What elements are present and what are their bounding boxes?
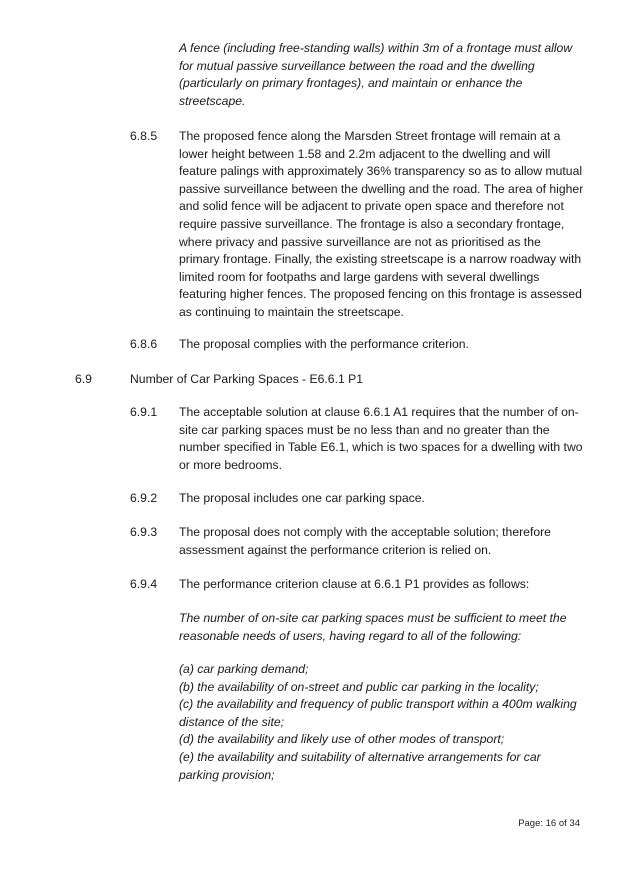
list-item: (c) the availability and frequency of public transport within a 400m walking distance of the site; (179, 697, 577, 729)
para-number-6-8-6: 6.8.6 (130, 337, 158, 351)
section-number: 6.9 (75, 372, 92, 386)
para-number-6-9-2: 6.9.2 (130, 491, 158, 505)
criterion-list (179, 661, 584, 784)
para-text-6-9-1: The acceptable solution at clause 6.6.1 A1 requires that the number of on-site car parking spaces must be no less than and no greater than the number specified in Table E6.1, which is two spaces for a dwelling with two or more bedrooms. (179, 405, 583, 472)
para-text-6-9-2: The proposal includes one car parking space. (179, 491, 425, 505)
fence-criterion-quote: A fence (including free-standing walls) within 3m of a frontage must allow for mutual passive surveillance between the road and the dwelling (particularly on primary frontages), and maintain or enhance the streetscape. (179, 41, 573, 108)
para-number-6-9-4: 6.9.4 (130, 577, 158, 591)
list-item: (e) the availability and suitability of alternative arrangements for car parking provision; (179, 749, 541, 782)
para-text-6-9-4: The performance criterion clause at 6.6.1 P1 provides as follows: (179, 577, 530, 591)
para-text-6-8-5: The proposed fence along the Marsden Street frontage will remain at a lower height between 1.58 and 2.2m adjacent to the dwelling and will feature palings with approximately 36% transparency so as to allow mutual passive surveillance between the dwelling and the road. The area of higher and solid fence will be adjacent to private open space and therefore not require passive surveillance. The frontage is also a secondary frontage, where privacy and passive surveillance are not as prioritised as the primary frontage. Finally, the existing streetscape is a narrow roadway with limited room for footpaths and large gardens with several dwellings featuring higher fences. The proposed fencing on this frontage is assessed as continuing to maintain the streetscape. (179, 129, 584, 319)
para-number-6-9-1: 6.9.1 (130, 405, 158, 419)
list-item: (b) the availability of on-street and public car parking in the locality; (179, 679, 539, 694)
section-title: Number of Car Parking Spaces - E6.6.1 P1 (130, 372, 364, 386)
para-text-6-8-6: The proposal complies with the performance criterion. (179, 337, 469, 351)
parking-criterion-quote: The number of on-site car parking spaces must be sufficient to meet the reasonable needs of users, having regard to all of the following: (179, 611, 567, 643)
para-number-6-8-5: 6.8.5 (130, 129, 158, 143)
para-number-6-9-3: 6.9.3 (130, 525, 158, 539)
list-item: (a) car parking demand; (179, 662, 309, 676)
page-number: Page: 16 of 34 (518, 818, 580, 829)
list-item: (d) the availability and likely use of other modes of transport; (179, 732, 505, 747)
para-text-6-9-3: The proposal does not comply with the acceptable solution; therefore assessment against the performance criterion is relied on. (179, 525, 551, 557)
